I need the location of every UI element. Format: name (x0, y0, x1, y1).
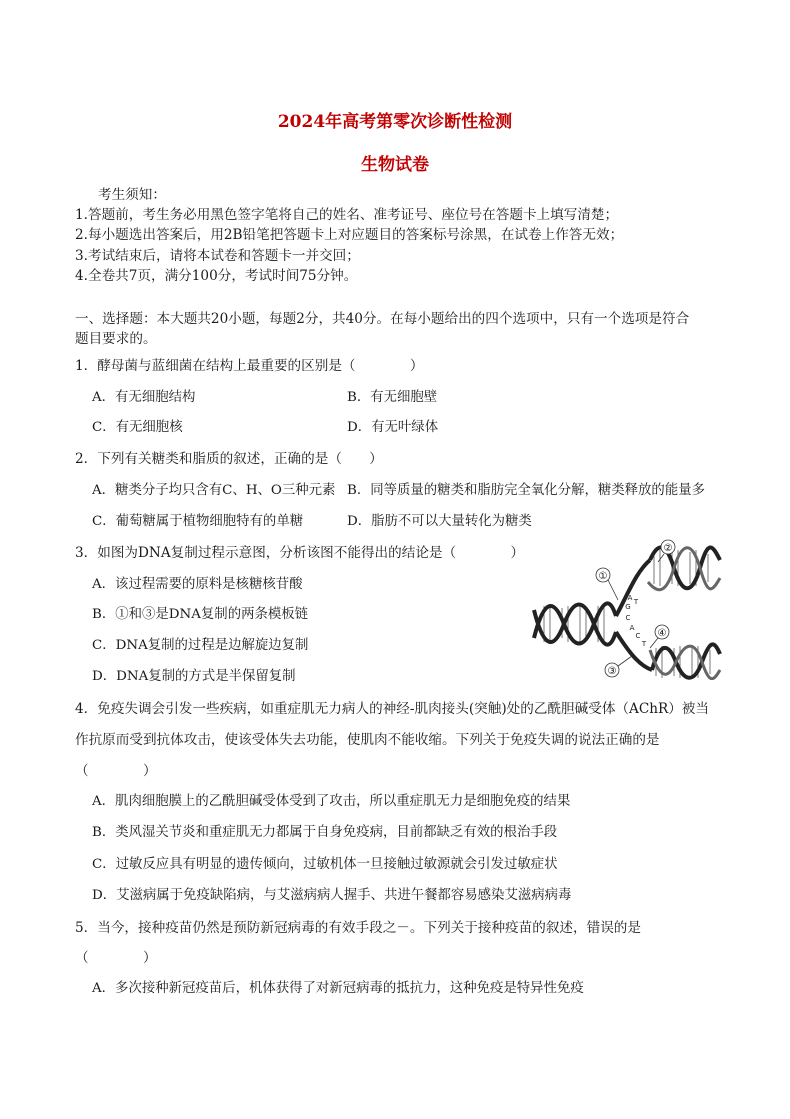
question-5-stem-paren: （ ） (75, 950, 157, 966)
figure-label-3: ③ (607, 666, 617, 677)
question-4-option-c: C．过敏反应具有明显的遗传倾向，过敏机体一旦接触过敏源就会引发过敏症状 (92, 857, 558, 872)
figure-label-4: ④ (657, 628, 667, 639)
question-1-option-a: A．有无细胞结构 (92, 390, 196, 405)
question-1-stem: 1．酵母菌与蓝细菌在结构上最重要的区别是（ ） (75, 358, 424, 374)
leader-line-1 (608, 580, 618, 600)
notice-item: 4.全卷共7页，满分100分，考试时间75分钟。 (75, 268, 358, 284)
question-2-option-b: B．同等质量的糖类和脂肪完全氧化分解，糖类释放的能量多 (347, 483, 705, 498)
notice-item: 1.答题前，考生务必用黑色签字笔将自己的姓名、准考证号、座位号在答题卡上填写清楚； (75, 207, 619, 223)
question-2-option-d: D．脂肪不可以大量转化为糖类 (347, 514, 532, 529)
fork-strand-3 (616, 632, 652, 670)
question-2-option-a: A．糖类分子均只含有C、H、O三种元素 (92, 483, 336, 498)
page-subtitle: 生物试卷 (361, 155, 429, 175)
question-4-option-a: A．肌肉细胞膜上的乙酰胆碱受体受到了攻击，所以重症肌无力是细胞免疫的结果 (92, 794, 571, 809)
base-letter: C (635, 632, 641, 640)
question-3-option-d: D．DNA复制的方式是半保留复制 (92, 669, 296, 684)
question-3-option-a: A．该过程需要的原料是核糖核苷酸 (92, 577, 303, 592)
base-letter: A (629, 624, 635, 632)
question-4-option-d: D．艾滋病属于免疫缺陷病，与艾滋病病人握手、共进午餐都容易感染艾滋病病毒 (92, 888, 572, 903)
notice-item: 3.考试结束后，请将本试卷和答题卡一并交回； (75, 248, 360, 264)
question-4-option-b: B．类风湿关节炎和重症肌无力都属于自身免疫病，目前都缺乏有效的根治手段 (92, 825, 558, 840)
base-letter: C (625, 614, 631, 622)
notice-heading: 考生须知： (98, 187, 166, 203)
question-5-option-a: A．多次接种新冠疫苗后，机体获得了对新冠病毒的抵抗力，这种免疫是特异性免疫 (92, 981, 584, 996)
question-1-option-b: B．有无细胞壁 (347, 390, 438, 405)
question-5-stem: 5．当今，接种疫苗仍然是预防新冠病毒的有效手段之－。下列关于接种疫苗的叙述，错误的是 (75, 920, 641, 936)
base-letter: T (641, 640, 647, 648)
figure-label-1: ① (598, 571, 608, 582)
leader-line-2 (658, 554, 664, 562)
notice-item: 2.每小题选出答案后，用2B铅笔把答题卡上对应题目的答案标号涂黑，在试卷上作答无效； (75, 227, 624, 243)
question-3-stem: 3．如图为DNA复制过程示意图，分析该图不能得出的结论是（ ） (75, 545, 525, 561)
base-letter: A (627, 594, 633, 602)
fork-strand-1 (616, 560, 650, 616)
question-1-option-d: D．有无叶绿体 (347, 420, 439, 435)
dna-replication-figure (532, 538, 722, 680)
question-1-option-c: C．有无细胞核 (92, 420, 183, 435)
question-3-option-b: B．①和③是DNA复制的两条模板链 (92, 607, 309, 622)
question-4-stem-paren: （ ） (75, 763, 157, 779)
section-heading: 一、选择题：本大题共20小题，每题2分，共40分。在每小题给出的四个选项中，只有一个选项是符合 (75, 311, 690, 327)
leader-line-3 (618, 656, 632, 666)
leader-line-4 (650, 638, 658, 648)
question-2-stem: 2．下列有关糖类和脂质的叙述，正确的是（ ） (75, 451, 383, 467)
figure-label-2: ② (663, 543, 673, 554)
base-letter: T (633, 598, 639, 606)
upper-daughter-strand-new (648, 548, 720, 590)
base-letter: G (625, 603, 631, 611)
page-title: 2024年高考第零次诊断性检测 (277, 112, 513, 132)
question-4-stem: 4．免疫失调会引发一些疾病，如重症肌无力病人的神经-肌肉接头(突触)处的乙酰胆碱受体（AChR）被当 (75, 701, 709, 717)
question-3-option-c: C．DNA复制的过程是边解旋边复制 (92, 638, 309, 653)
section-heading-cont: 题目要求的。 (75, 331, 157, 347)
question-4-stem-cont: 作抗原而受到抗体攻击，使该受体失去功能，使肌肉不能收缩。下列关于免疫失调的说法正确的是 (75, 732, 660, 748)
question-2-option-c: C．葡萄糖属于植物细胞特有的单糖 (92, 514, 304, 529)
